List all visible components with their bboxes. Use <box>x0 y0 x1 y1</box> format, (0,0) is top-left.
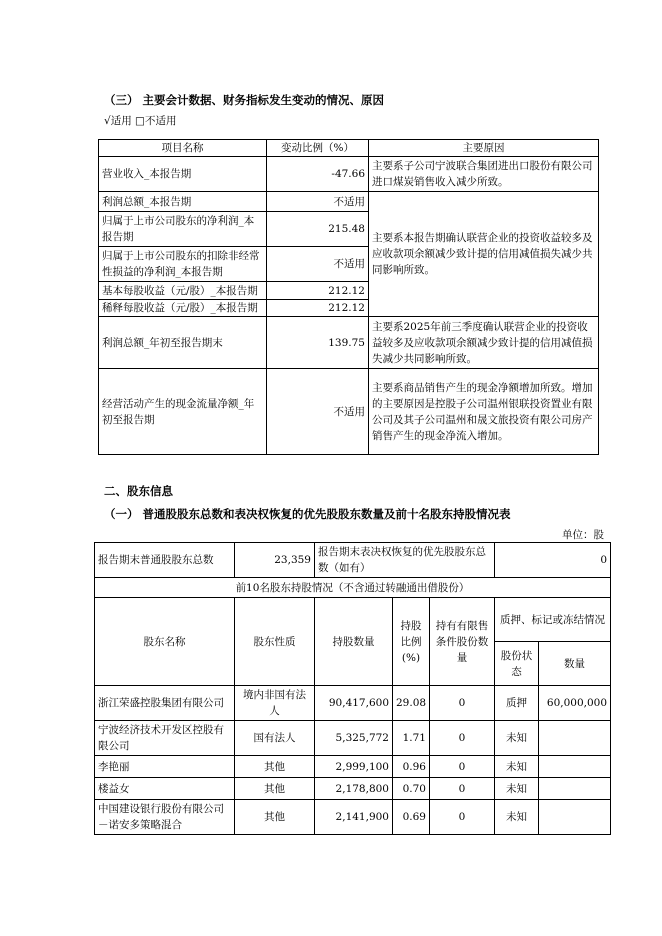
change-ratio: 212.12 <box>267 282 369 300</box>
holder-name: 李艳丽 <box>95 756 235 778</box>
holder-status: 未知 <box>495 756 539 778</box>
holder-ratio: 0.69 <box>393 800 430 835</box>
header-holder-name: 股东名称 <box>95 598 235 686</box>
reason-text: 主要系2025年前三季度确认联营企业的投资收益较多及应收款项余额减少致计提的信用减值损失减少共同影响所致。 <box>369 317 599 369</box>
holder-status: 未知 <box>495 800 539 835</box>
header-main-reason: 主要原因 <box>369 140 599 157</box>
holder-ratio: 29.08 <box>393 686 430 721</box>
unit-label: 单位：股 <box>562 529 604 541</box>
item-name: 归属于上市公司股东的扣除非经常性损益的净利润_本报告期 <box>99 247 267 282</box>
holder-quantity <box>539 721 611 756</box>
holder-restricted: 0 <box>430 800 495 835</box>
item-name: 归属于上市公司股东的净利润_本报告期 <box>99 212 267 247</box>
holder-nature: 其他 <box>235 778 315 800</box>
holder-restricted: 0 <box>430 778 495 800</box>
reason-text: 主要系子公司宁波联合集团进出口股份有限公司进口煤炭销售收入减少所致。 <box>369 157 599 192</box>
holder-ratio: 1.71 <box>393 721 430 756</box>
holder-name: 宁波经济技术开发区控股有限公司 <box>95 721 235 756</box>
header-item-name: 项目名称 <box>99 140 267 157</box>
financial-changes-table <box>98 139 599 455</box>
summary-value-preferred-holders: 0 <box>495 543 611 578</box>
holder-restricted: 0 <box>430 686 495 721</box>
reason-text: 主要系商品销售产生的现金净额增加所致。增加的主要原因是控股子公司温州银联投资置业有限公司及其子公司温州和晟文旅投资有限公司房产销售产生的现金净流入增加。 <box>369 369 599 455</box>
change-ratio: 139.75 <box>267 317 369 369</box>
change-ratio: 不适用 <box>267 247 369 282</box>
holder-shares: 2,999,100 <box>315 756 393 778</box>
section-title-financial-changes: （三） 主要会计数据、财务指标发生变动的情况、原因 <box>104 93 385 107</box>
summary-label-preferred-holders: 报告期末表决权恢复的优先股股东总数（如有） <box>315 543 495 578</box>
item-name: 利润总额_本报告期 <box>99 192 267 212</box>
holder-nature: 其他 <box>235 756 315 778</box>
header-quantity: 数量 <box>539 642 611 686</box>
merged-reason-text: 主要系本报告期确认联营企业的投资收益较多及应收款项余额减少致计提的信用减值损失减少共同影响所致。 <box>369 192 599 317</box>
holder-ratio: 0.70 <box>393 778 430 800</box>
section-title-shareholder-info: 二、股东信息 <box>104 484 173 498</box>
item-name: 经营活动产生的现金流量净额_年初至报告期 <box>99 369 267 455</box>
item-name: 稀释每股收益（元/股）_本报告期 <box>99 300 267 317</box>
holder-quantity: 60,000,000 <box>539 686 611 721</box>
header-holder-nature: 股东性质 <box>235 598 315 686</box>
change-ratio: -47.66 <box>267 157 369 192</box>
section-title-shareholder-table: （一） 普通股股东总数和表决权恢复的优先股股东数量及前十名股东持股情况表 <box>104 507 511 521</box>
header-restricted: 持有有限售条件股份数量 <box>430 598 495 686</box>
item-name: 基本每股收益（元/股）_本报告期 <box>99 282 267 300</box>
holder-name: 楼益女 <box>95 778 235 800</box>
holder-quantity <box>539 800 611 835</box>
summary-value-common-holders: 23,359 <box>235 543 315 578</box>
holder-nature: 境内非国有法人 <box>235 686 315 721</box>
holder-quantity <box>539 778 611 800</box>
change-ratio: 215.48 <box>267 212 369 247</box>
holder-nature: 国有法人 <box>235 721 315 756</box>
change-ratio: 不适用 <box>267 192 369 212</box>
holder-name: 中国建设银行股份有限公司－诺安多策略混合 <box>95 800 235 835</box>
applicability-option: √适用 □不适用 <box>104 115 177 127</box>
item-name: 利润总额_年初至报告期末 <box>99 317 267 369</box>
header-change-ratio: 变动比例（%） <box>267 140 369 157</box>
holder-shares: 2,141,900 <box>315 800 393 835</box>
item-name: 营业收入_本报告期 <box>99 157 267 192</box>
holder-quantity <box>539 756 611 778</box>
shareholders-table <box>94 542 611 835</box>
holder-status: 质押 <box>495 686 539 721</box>
holder-status: 未知 <box>495 721 539 756</box>
top10-title: 前10名股东持股情况（不含通过转融通出借股份） <box>95 578 611 598</box>
header-pledge: 质押、标记或冻结情况 <box>495 598 611 642</box>
holder-restricted: 0 <box>430 756 495 778</box>
holder-shares: 5,325,772 <box>315 721 393 756</box>
header-shares: 持股数量 <box>315 598 393 686</box>
holder-shares: 90,417,600 <box>315 686 393 721</box>
holder-ratio: 0.96 <box>393 756 430 778</box>
change-ratio: 不适用 <box>267 369 369 455</box>
holder-status: 未知 <box>495 778 539 800</box>
summary-label-common-holders: 报告期末普通股股东总数 <box>95 543 235 578</box>
holder-nature: 其他 <box>235 800 315 835</box>
holder-name: 浙江荣盛控股集团有限公司 <box>95 686 235 721</box>
holder-shares: 2,178,800 <box>315 778 393 800</box>
header-ratio: 持股比例(%) <box>393 598 430 686</box>
change-ratio: 212.12 <box>267 300 369 317</box>
header-share-status: 股份状态 <box>495 642 539 686</box>
holder-restricted: 0 <box>430 721 495 756</box>
